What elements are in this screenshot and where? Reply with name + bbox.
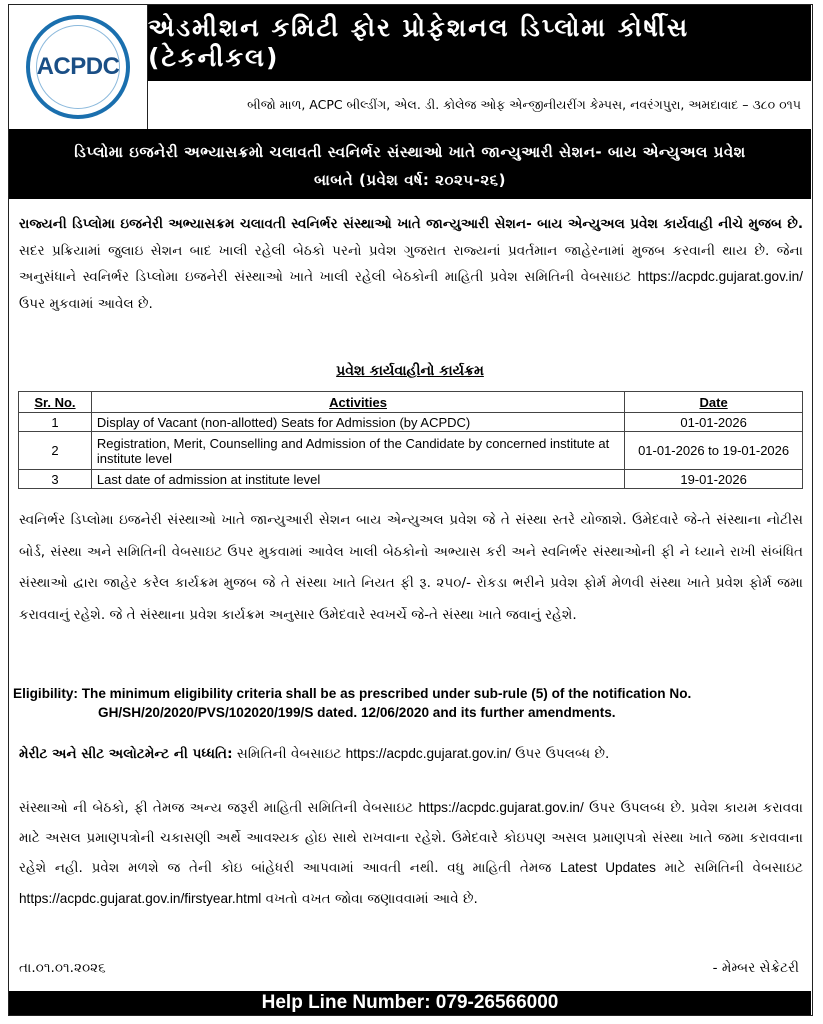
row-date: 01-01-2026 to 19-01-2026 [625,432,803,470]
info-text-4: વખતો વખત જોવા જણાવવામાં આવે છે. [261,890,478,907]
notice-frame [8,4,813,1016]
eligibility-line-1: Eligibility: The minimum eligibility criteria shall be as prescribed under sub-rule (5) of the notification No. [13,686,692,701]
row-date: 01-01-2026 [625,413,803,432]
merit-label: મેરીટ અને સીટ અલોટમેન્ટ ની પધ્ધતિ: [19,746,233,762]
schedule-table [18,391,803,489]
schedule-title: પ્રવેશ કાર્યવાહીનો કાર્યક્રમ [336,363,484,379]
subject-bar [9,129,811,199]
intro-text-2: ઉપર મુકવામાં આવેલ છે. [19,295,153,312]
logo-text: ACPDC [36,53,120,80]
subject-line-2: બાબતે (પ્રવેશ વર્ષ: ૨૦૨૫-૨૬) [314,171,506,189]
subject-line-1: ડિપ્લોમા ઇજનેરી અભ્યાસક્રમો ચલાવતી સ્વનિર્ભર સંસ્થાઓ ખાતે જાન્યુઆરી સેશન- બાય એન્યુઅલ પ્રવેશ [74,143,746,161]
info-text-2: ઉપર ઉપલબ્ધ છે. પ્રવેશ કાયમ કરાવવા માટે અસલ પ્રમાણપત્રોની ચકાસણી અર્થે આવશ્યક હોઇ સાથે રાખવાના રહેશે. ઉમેદવારે કોઇપણ અસલ પ્રમાણપત્રો સંસ્થા ખાતે જમા કરાવવાના રહેશે નહી. પ્રવેશ મળશે જ તેની કોઇ બાંહેધરી આપવામાં આવતી નથી. વધુ માહિતી તેમજ [19,800,803,876]
header-sr-no: Sr. No. [19,392,92,413]
row-sr: 3 [19,470,92,489]
helpline-bar: Help Line Number: 079-26566000 [9,991,811,1015]
intro-bold-text: રાજ્યની ડિપ્લોમા ઇજનેરી અભ્યાસક્રમ ચલાવતી સ્વનિર્ભર સંસ્થાઓ ખાતે જાન્યુઆરી સેશન- બાય એન્યુઅલ પ્રવેશ કાર્યવાહી નીચે મુજબ છે. [19,216,803,232]
firstyear-link[interactable]: https://acpdc.gujarat.gov.in/firstyear.html [19,890,262,906]
intro-text-1: સદર પ્રક્રિયામાં જુલાઇ સેશન બાદ ખાલી રહેલી બેઠકો પરનો પ્રવેશ ગુજરાત રાજ્યનાં પ્રવર્તમાન જાહેરનામાં મુજબ કરવાની થાય છે. જેના અનુસંધાને સ્વનિર્ભર ડિપ્લોમા ઇજનેરી સંસ્થાઓ ખાતે ખાલી રહેલી બેઠકોની માહિતી પ્રવેશ સમિતિની વેબસાઇટ [19,242,803,285]
website-link[interactable]: https://acpdc.gujarat.gov.in/ [637,269,803,284]
table-header-row [19,392,803,413]
merit-website-link[interactable]: https://acpdc.gujarat.gov.in/ [345,746,511,761]
footer-row [19,960,799,976]
signature: - મેમ્બર સેક્રેટરી [712,960,799,976]
header-address: બીજો માળ, ACPC બીલ્ડીંગ, એલ. ડી. કોલેજ ઓફ એન્જીનીયરીંગ કેમ્પસ, નવરંગપુરા, અમદાવાદ – ૩૮૦ ૦૧૫ [247,97,801,112]
eligibility-line-2: GH/SH/20/2020/PVS/102020/199/S dated. 12/06/2020 and its further amendments. [98,705,616,720]
intro-paragraph [19,211,803,317]
row-date: 19-01-2026 [625,470,803,489]
notice-date: તા.૦૧.૦૧.૨૦૨૬ [19,960,106,976]
header-title: એડમીશન કમિટી ફોર પ્રોફેશનલ ડિપ્લોમા કોર્ષીસ (ટેકનીકલ) [148,5,811,81]
info-website-link[interactable]: https://acpdc.gujarat.gov.in/ [418,800,584,815]
latest-updates-text: Latest Updates [560,860,656,875]
header-date: Date [625,392,803,413]
table-row [19,432,803,470]
info-paragraph [19,793,803,914]
row-sr: 2 [19,432,92,470]
logo-box [9,5,148,129]
merit-paragraph [19,742,803,766]
row-activity: Last date of admission at institute level [91,470,624,489]
row-activity: Display of Vacant (non-allotted) Seats for Admission (by ACPDC) [91,413,624,432]
row-activity: Registration, Merit, Counselling and Admission of the Candidate by concerned institute at institute level [91,432,624,470]
table-row [19,470,803,489]
acpdc-logo [26,15,130,119]
info-text-1: સંસ્થાઓ ની બેઠકો, ફી તેમજ અન્ય જરૂરી માહિતી સમિતિની વેબસાઇટ [19,800,419,816]
header-activities: Activities [91,392,624,413]
table-row [19,413,803,432]
admission-process-paragraph: સ્વનિર્ભર ડિપ્લોમા ઇજનેરી સંસ્થાઓ ખાતે જાન્યુઆરી સેશન બાય એન્યુઅલ પ્રવેશ જે તે સંસ્થા સ્તરે યોજાશે. ઉમેદવારે જે-તે સંસ્થાના નોટીસ બોર્ડ, સંસ્થા અને સમિતિની વેબસાઇટ ઉપર મુકવામાં આવેલ ખાલી બેઠકોનો અભ્યાસ કરી અને સ્વનિર્ભર સંસ્થાઓની ફી ને ધ્યાને રાખી સંબંધિત સંસ્થાઓ દ્વારા જાહેર કરેલ કાર્યક્રમ મુજબ જે તે સંસ્થા ખાતે નિયત ફી રૂ. ૨૫૦/- રોકડા ભરીને પ્રવેશ ફોર્મ મેળવી સંસ્થા ખાતે પ્રવેશ ફોર્મ જમા કરાવવાનું રહેશે. જે તે સંસ્થાના પ્રવેશ કાર્યક્રમ અનુસાર ઉમેદવારે સ્વખર્ચે જે-તે સંસ્થા ખાતે જવાનું રહેશે. [19,512,803,623]
row-sr: 1 [19,413,92,432]
header [9,5,811,129]
merit-text-1: સમિતિની વેબસાઇટ [232,746,346,762]
eligibility-paragraph [13,684,805,722]
merit-text-2: ઉપર ઉપલબ્ધ છે. [510,746,610,762]
info-text-3: માટે સમિતિની વેબસાઇટ [655,860,803,876]
